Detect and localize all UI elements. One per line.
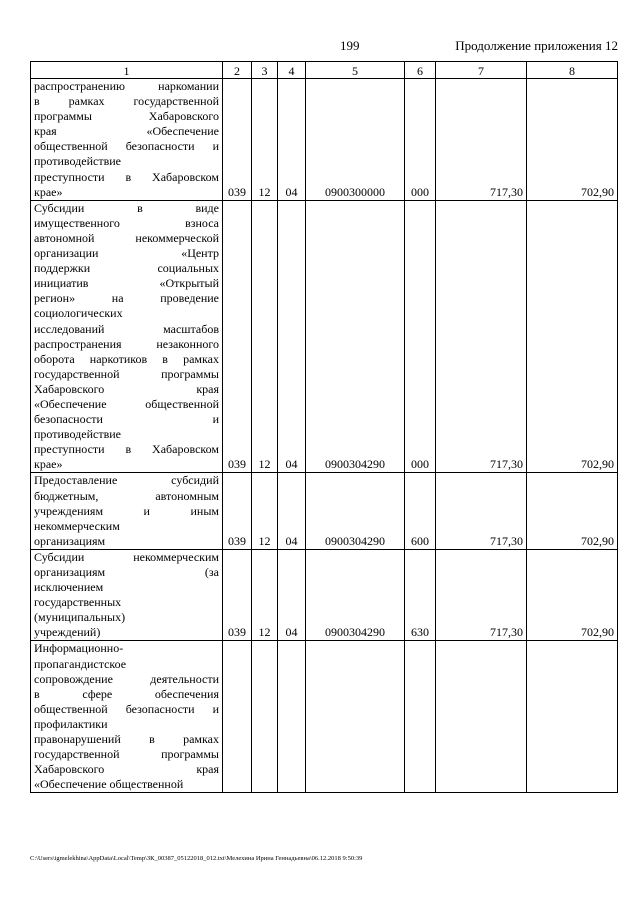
subsection-code: 04	[278, 79, 306, 201]
description-line: общественной безопасности и	[34, 139, 219, 154]
amount-plan: 717,30	[436, 200, 527, 473]
target-article-code	[306, 641, 405, 793]
description-line: поддержки социальных	[34, 261, 219, 276]
amount-fact: 702,90	[527, 549, 618, 641]
description-line: бюджетным, автономным	[34, 488, 219, 503]
table-row	[31, 79, 618, 201]
description-line: крае»	[34, 184, 63, 199]
row-description	[31, 641, 223, 793]
description-line: общественной безопасности и	[34, 701, 219, 716]
description-line: сопровождение деятельности	[34, 671, 219, 686]
column-header: 4	[278, 62, 306, 79]
target-article-code: 0900300000	[306, 79, 405, 201]
description-line: Хабаровского края	[34, 381, 219, 396]
description-line: преступности в Хабаровском	[34, 442, 219, 457]
description-line: Субсидии некоммерческим	[34, 549, 219, 564]
table-row	[31, 641, 618, 793]
description-line: имущественного взноса	[34, 215, 219, 230]
budget-table	[30, 61, 618, 793]
column-header: 6	[405, 62, 436, 79]
description-line: государственных	[34, 595, 122, 610]
amount-plan: 717,30	[436, 79, 527, 201]
target-article-code: 0900304290	[306, 200, 405, 473]
column-header: 8	[527, 62, 618, 79]
description-line: распространения незаконного	[34, 336, 219, 351]
description-line: программы Хабаровского	[34, 109, 219, 124]
description-line: исключением	[34, 580, 104, 595]
grbs-code: 039	[223, 549, 252, 641]
description-line: Предоставление субсидий	[34, 473, 219, 488]
file-path-footer: C:\Users\igmelekhina\AppData\Local\Temp\ЗК_00387_05122018_012.txt\Мелехина Ирина Геннадьевна\06.12.2018 9:50:39	[30, 855, 363, 862]
description-line: безопасности и	[34, 412, 219, 427]
description-line: исследований масштабов	[34, 321, 219, 336]
expense-type-code: 000	[405, 79, 436, 201]
description-line: в рамках государственной	[34, 94, 219, 109]
amount-fact: 702,90	[527, 200, 618, 473]
description-line: профилактики	[34, 716, 108, 731]
amount-plan: 717,30	[436, 549, 527, 641]
description-line: распространению наркомании	[34, 79, 219, 93]
column-header: 2	[223, 62, 252, 79]
description-line: «Обеспечение общественной	[34, 396, 219, 411]
description-line: учреждений)	[34, 625, 101, 640]
description-line: в сфере обеспечения	[34, 686, 219, 701]
amount-plan: 717,30	[436, 473, 527, 549]
description-line: некоммерческим	[34, 518, 120, 533]
description-line: крае»	[34, 457, 63, 472]
amount-fact: 702,90	[527, 473, 618, 549]
expense-type-code: 600	[405, 473, 436, 549]
description-line: правонарушений в рамках	[34, 732, 219, 747]
description-line: государственной программы	[34, 747, 219, 762]
description-line: противодействие	[34, 427, 122, 442]
section-code	[252, 641, 278, 793]
table-body	[31, 79, 618, 793]
grbs-code: 039	[223, 473, 252, 549]
description-line: организациям (за	[34, 565, 219, 579]
description-line: края «Обеспечение	[34, 124, 219, 139]
expense-type-code	[405, 641, 436, 793]
row-description	[31, 549, 223, 641]
column-header: 1	[31, 62, 223, 79]
amount-plan	[436, 641, 527, 793]
subsection-code: 04	[278, 473, 306, 549]
description-line: оборота наркотиков в рамках	[34, 351, 219, 366]
subsection-code: 04	[278, 549, 306, 641]
description-line: Хабаровского края	[34, 762, 219, 777]
description-line: организации «Центр	[34, 246, 219, 261]
grbs-code	[223, 641, 252, 793]
page-number: 199	[340, 38, 360, 53]
table-row	[31, 549, 618, 641]
amount-fact	[527, 641, 618, 793]
description-line: инициатив «Открытый	[34, 276, 219, 291]
description-line: регион» на проведение	[34, 291, 219, 306]
target-article-code: 0900304290	[306, 473, 405, 549]
row-description	[31, 473, 223, 549]
column-header: 3	[252, 62, 278, 79]
section-code: 12	[252, 473, 278, 549]
amount-fact: 702,90	[527, 79, 618, 201]
expense-type-code: 000	[405, 200, 436, 473]
row-description	[31, 79, 223, 201]
grbs-code: 039	[223, 79, 252, 201]
description-line: преступности в Хабаровском	[34, 169, 219, 184]
table-row	[31, 200, 618, 473]
subsection-code: 04	[278, 200, 306, 473]
description-line: Информационно-	[34, 641, 124, 656]
subsection-code	[278, 641, 306, 793]
description-line: организациям	[34, 533, 106, 548]
description-line: Субсидии в виде	[34, 200, 219, 215]
description-line: государственной программы	[34, 366, 219, 381]
column-header: 7	[436, 62, 527, 79]
description-line: пропагандистское	[34, 656, 127, 671]
continuation-label: Продолжение приложения 12	[455, 38, 618, 53]
row-description	[31, 200, 223, 473]
description-line: (муниципальных)	[34, 610, 126, 625]
description-line: противодействие	[34, 154, 122, 169]
table-row	[31, 473, 618, 549]
header-row	[31, 62, 618, 79]
section-code: 12	[252, 79, 278, 201]
section-code: 12	[252, 549, 278, 641]
target-article-code: 0900304290	[306, 549, 405, 641]
column-header: 5	[306, 62, 405, 79]
section-code: 12	[252, 200, 278, 473]
description-line: социологических	[34, 306, 123, 321]
description-line: автономной некоммерческой	[34, 230, 219, 245]
expense-type-code: 630	[405, 549, 436, 641]
description-line: «Обеспечение общественной	[34, 777, 184, 792]
grbs-code: 039	[223, 200, 252, 473]
description-line: учреждениям и иным	[34, 503, 219, 518]
